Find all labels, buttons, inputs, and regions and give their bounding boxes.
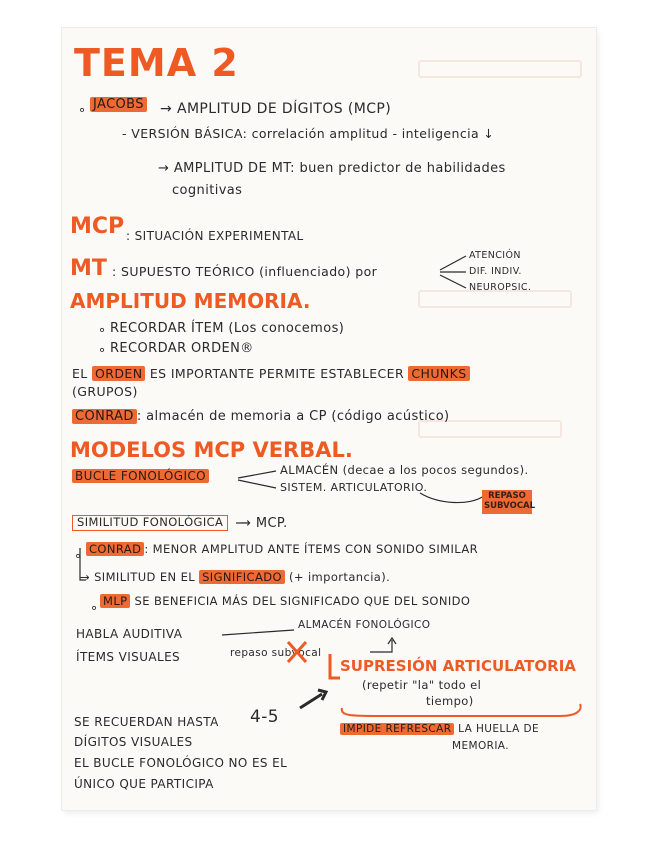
orden-line	[72, 368, 470, 381]
bottom-line-3: EL BUCLE FONOLÓGICO NO ES EL	[74, 756, 288, 770]
repaso-text: REPASO SUBVOCAL	[484, 491, 536, 511]
habla-auditiva: HABLA AUDITIVA	[76, 627, 183, 641]
conrad-line-1	[72, 410, 450, 423]
items-visuales: ÍTEMS VISUALES	[76, 650, 181, 664]
almacen-fonologico: ALMACÉN FONOLÓGICO	[298, 619, 431, 631]
repaso-subvocal-path: repaso subvocal	[230, 647, 322, 659]
bottom-line-1: SE RECUERDAN HASTA	[74, 715, 219, 729]
orden-groups: (GRUPOS)	[72, 384, 138, 399]
chunks-highlight: CHUNKS	[408, 366, 469, 381]
bucle-highlight: BUCLE FONOLÓGICO	[72, 469, 209, 483]
jacobs-text: → AMPLITUD DE DÍGITOS (MCP)	[160, 101, 392, 117]
significado-highlight: SIGNIFICADO	[199, 570, 285, 584]
repaso-subvocal-label	[482, 490, 536, 514]
conrad-highlight: CONRAD	[72, 409, 137, 424]
bottom-number: 4-5	[250, 707, 279, 727]
conrad-text: : almacén de memoria a CP (código acústico)	[136, 409, 450, 424]
bucle-label	[72, 470, 209, 482]
conrad-line-2	[86, 544, 478, 556]
mlp-text: SE BENEFICIA MÁS DEL SIGNIFICADO QUE DEL SONIDO	[134, 594, 471, 608]
jacobs-highlight: JACOBS	[90, 97, 147, 112]
modelos-heading: MODELOS MCP VERBAL.	[70, 438, 353, 462]
amp-item-2: RECORDAR ORDEN®	[110, 341, 254, 356]
mcp-label: MCP	[70, 214, 125, 239]
orden-pre: EL	[72, 366, 88, 381]
orden-mid: ES IMPORTANTE PERMITE ESTABLECER	[149, 366, 405, 381]
mt-opt-neuropsic: NEUROPSIC.	[469, 282, 532, 293]
amplitud-heading: AMPLITUD MEMORIA.	[70, 289, 311, 313]
conrad2-text: : MENOR AMPLITUD ANTE ÍTEMS CON SONIDO SIMILAR	[144, 542, 478, 556]
significado-pre: → SIMILITUD EN EL	[80, 570, 196, 584]
mt-amplitude-line: → AMPLITUD DE MT: buen predictor de habilidades	[158, 161, 506, 176]
bullet-dot: ∘	[74, 549, 83, 564]
impide-text: LA HUELLA DE	[458, 723, 539, 735]
bullet-dot: ∘	[78, 103, 87, 118]
sistema-line: SISTEM. ARTICULATORIO.	[280, 481, 428, 494]
mlp-highlight: MLP	[100, 594, 130, 608]
mcp-text: : SITUACIÓN EXPERIMENTAL	[126, 229, 304, 243]
mt-amplitude-line-2: cognitivas	[172, 183, 243, 198]
bullet-dot: ∘	[98, 323, 107, 338]
basic-version-line: - VERSIÓN BÁSICA: correlación amplitud - inteligencia ↓	[122, 126, 495, 141]
similitud-mcp: → MCP.	[240, 516, 288, 531]
bullet-dot: ∘	[98, 343, 107, 358]
impide-memoria: MEMORIA.	[452, 740, 509, 752]
amp-item-1: RECORDAR ÍTEM (Los conocemos)	[110, 321, 345, 336]
bullet-dot: ∘	[90, 601, 99, 616]
mt-label: MT	[70, 256, 107, 281]
impide-highlight: IMPIDE REFRESCAR	[340, 723, 454, 735]
similitud-box: SIMILITUD FONOLÓGICA	[72, 515, 228, 531]
impide-line	[340, 724, 539, 735]
almacen-line: ALMACÉN (decae a los pocos segundos).	[280, 463, 529, 477]
supresion-note-2: tiempo)	[426, 694, 474, 708]
mt-text: : SUPUESTO TEÓRICO (influenciado) por	[112, 264, 378, 279]
supresion-note-1: (repetir "la" todo el	[362, 678, 482, 692]
bottom-line-2: DÍGITOS VISUALES	[74, 735, 193, 749]
page-title: TEMA 2	[74, 41, 239, 85]
mlp-line	[100, 596, 470, 608]
conrad2-highlight: CONRAD	[86, 542, 144, 556]
bottom-line-4: ÚNICO QUE PARTICIPA	[74, 777, 214, 791]
significado-line	[80, 572, 390, 584]
orden-highlight: ORDEN	[92, 366, 145, 381]
jacobs-label	[90, 98, 147, 111]
mt-opt-dif-indiv: DIF. INDIV.	[469, 266, 522, 277]
mt-opt-atencion: ATENCIÓN	[469, 250, 521, 261]
supresion-heading: SUPRESIÓN ARTICULATORIA	[340, 657, 576, 675]
significado-post: (+ importancia).	[288, 570, 391, 584]
